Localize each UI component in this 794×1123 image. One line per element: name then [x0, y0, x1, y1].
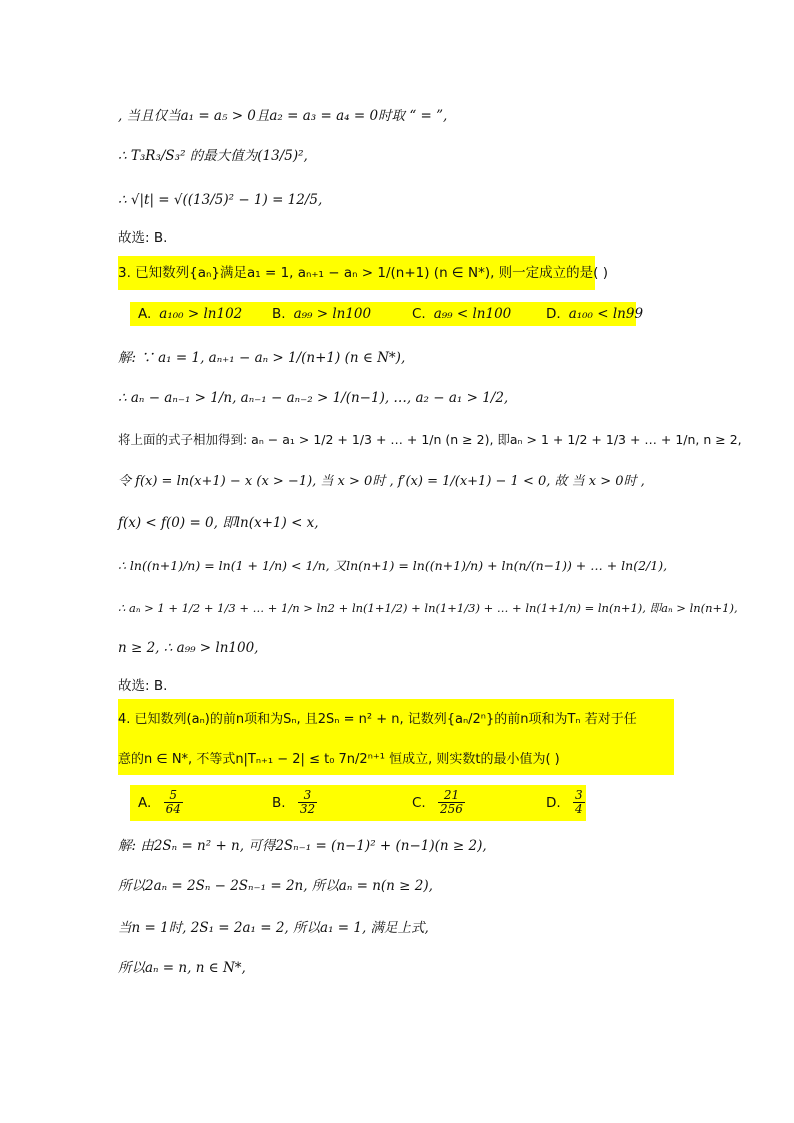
question-4-stem-line-1: 4. 已知数列(aₙ)的前n项和为Sₙ, 且2Sₙ = n² + n, 记数列{aₙ/2ⁿ}的前n项和为Tₙ 若对于任 [118, 712, 637, 727]
q4-choice-a: A. $\frac{5}{64}$ [138, 788, 181, 816]
question-3-stem: 3. 已知数列{aₙ}满足a₁ = 1, aₙ₊₁ − aₙ > 1/(n+1) (n ∈ N*), 则一定成立的是( ) [118, 265, 608, 281]
solution-3-line-7: ∴ aₙ > 1 + 1/2 + 1/3 + … + 1/n > ln2 + ln(1+1/2) + ln(1+1/3) + … + ln(1+1/n) = ln(n+1), 即aₙ > ln(n+1), [118, 601, 738, 615]
solution-3-line-2: ∴ aₙ − aₙ₋₁ > 1/n, aₙ₋₁ − aₙ₋₂ > 1/(n−1), …, a₂ − a₁ > 1/2, [118, 390, 509, 406]
answer-line-1: 故选: B. [118, 230, 168, 246]
q3-choice-a: A. a₁₀₀ > ln102 [138, 306, 243, 322]
answer-line-2: 故选: B. [118, 678, 168, 694]
q3-choice-c: C. a₉₉ < ln100 [412, 306, 512, 322]
solution-3-line-8: n ≥ 2, ∴ a₉₉ > ln100, [118, 640, 259, 656]
solution-line-t-value: ∴ √|t| = √((13/5)² − 1) = 12/5, [118, 192, 323, 208]
solution-3-line-1: 解: ∵ a₁ = 1, aₙ₊₁ − aₙ > 1/(n+1) (n ∈ N*), [118, 350, 406, 366]
solution-4-line-2: 所以2aₙ = 2Sₙ − 2Sₙ₋₁ = 2n, 所以aₙ = n(n ≥ 2), [118, 878, 433, 894]
solution-3-line-6: ∴ ln((n+1)/n) = ln(1 + 1/n) < 1/n, 又ln(n+1) = ln((n+1)/n) + ln(n/(n−1)) + … + ln(2/1), [118, 558, 668, 573]
solution-3-line-4: 令 f(x) = ln(x+1) − x (x > −1), 当 x > 0时 , f′(x) = 1/(x+1) − 1 < 0, 故 当 x > 0时 , [118, 474, 645, 489]
q4-choices-highlight [130, 785, 586, 821]
solution-line-equality: , 当且仅当a₁ = a₅ > 0且a₂ = a₃ = a₄ = 0时取 “ = ”, [118, 108, 448, 124]
q4-choice-b: B. $\frac{3}{32}$ [272, 788, 316, 816]
solution-3-line-5: f(x) < f(0) = 0, 即ln(x+1) < x, [118, 515, 319, 531]
solution-4-line-3: 当n = 1时, 2S₁ = 2a₁ = 2, 所以a₁ = 1, 满足上式, [118, 920, 429, 936]
solution-3-line-3: 将上面的式子相加得到: aₙ − a₁ > 1/2 + 1/3 + … + 1/n (n ≥ 2), 即aₙ > 1 + 1/2 + 1/3 + … + 1/n, n ≥ 2, [118, 432, 742, 447]
question-4-stem-line-2: 意的n ∈ N*, 不等式n|Tₙ₊₁ − 2| ≤ t₀ 7n/2ⁿ⁺¹ 恒成立, 则实数t的最小值为( ) [118, 752, 560, 767]
solution-4-line-4: 所以aₙ = n, n ∈ N*, [118, 960, 246, 976]
q3-choice-b: B. a₉₉ > ln100 [272, 306, 372, 322]
solution-4-line-1: 解: 由2Sₙ = n² + n, 可得2Sₙ₋₁ = (n−1)² + (n−1)(n ≥ 2), [118, 838, 487, 854]
q3-choice-d: D. a₁₀₀ < ln99 [546, 306, 644, 322]
q4-choice-c: C. $\frac{21}{256}$ [412, 788, 463, 816]
q4-choice-d: D. $\frac{3}{4}$ [546, 788, 583, 816]
solution-line-max-value: ∴ T₃R₃/S₃² 的最大值为(13/5)², [118, 148, 308, 164]
